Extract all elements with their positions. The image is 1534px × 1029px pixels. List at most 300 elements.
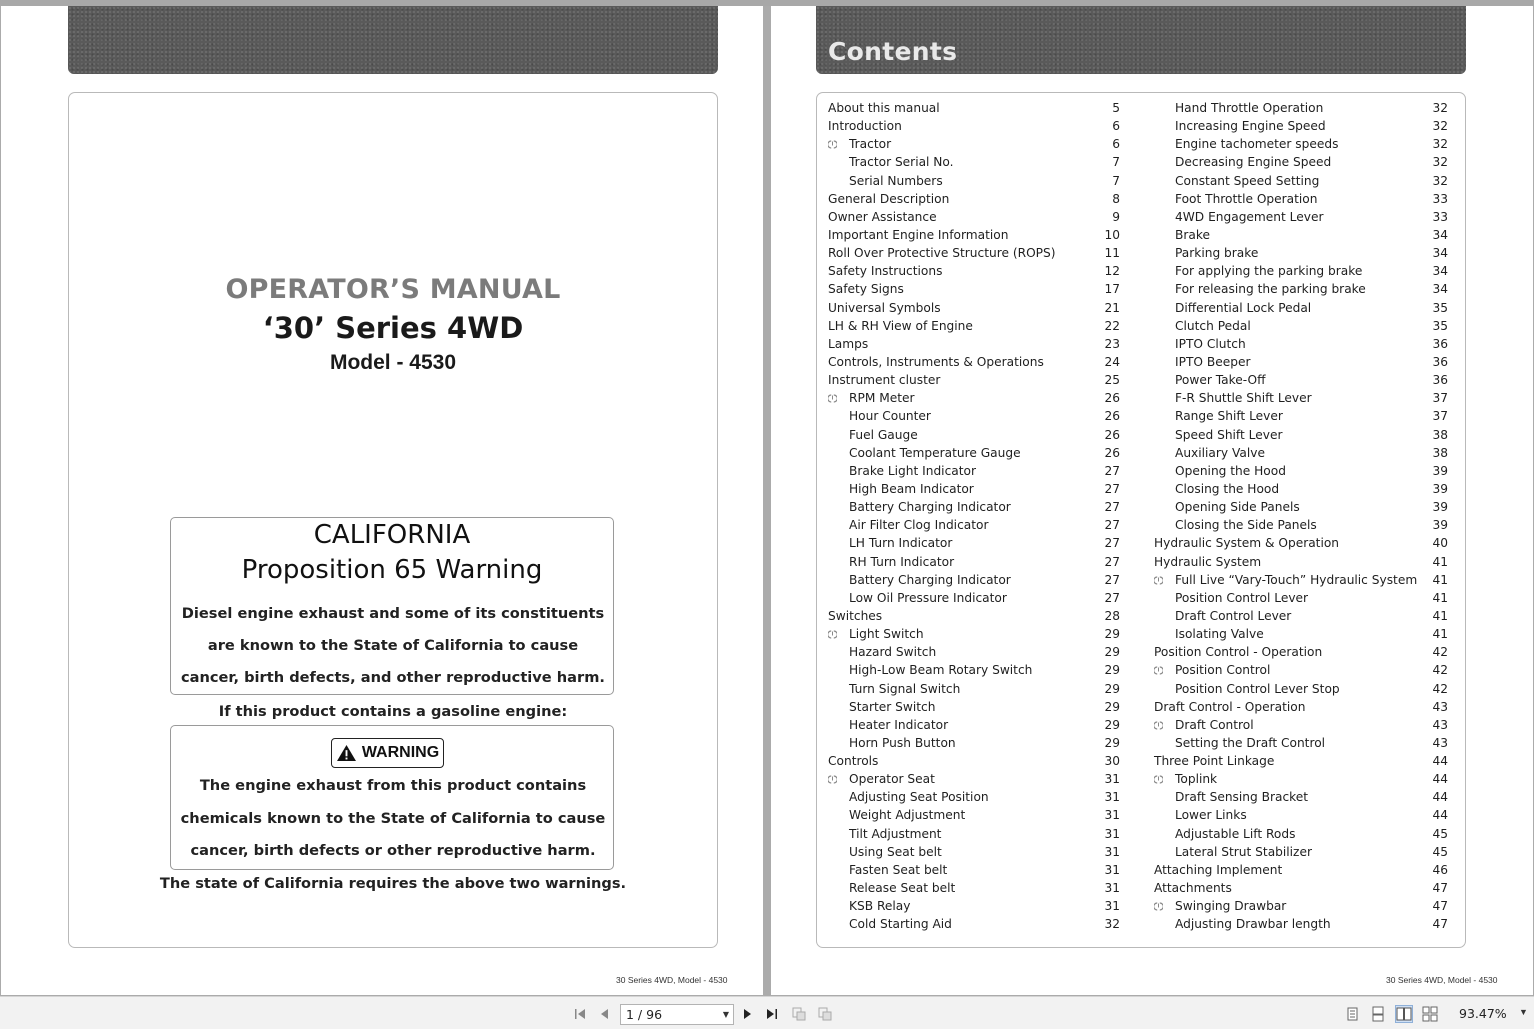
cover-frame (68, 92, 718, 948)
toc-entry-page: 35 (1432, 300, 1448, 315)
toc-entry-title: Instrument cluster (828, 373, 941, 388)
rotate-cw-button[interactable] (816, 1005, 834, 1023)
toc-entry-title: Position Control Lever (1175, 590, 1309, 605)
toc-entry[interactable] (828, 445, 1120, 463)
contents-title: Contents (828, 37, 958, 66)
first-page-button[interactable] (571, 1005, 589, 1023)
toc-entry-title: Adjusting Seat Position (849, 790, 989, 805)
toc-entry-page: 27 (1104, 463, 1120, 478)
toc-entry-page: 10 (1104, 227, 1120, 242)
toc-entry-page: 36 (1432, 336, 1448, 351)
toc-entry-page: 23 (1104, 336, 1120, 351)
toc-entry[interactable] (1154, 644, 1448, 662)
toc-entry-title: IPTO Beeper (1175, 354, 1251, 369)
pdf-page-right (771, 6, 1533, 995)
toc-entry-title: Heater Indicator (849, 717, 949, 732)
toc-entry-title: Clutch Pedal (1175, 318, 1251, 333)
toc-entry-page: 32 (1432, 137, 1448, 152)
toc-entry[interactable] (1154, 481, 1448, 499)
toc-entry-title: Tractor (849, 137, 892, 152)
toc-entry-title: Draft Control Lever (1175, 608, 1292, 623)
zoom-dropdown-icon[interactable]: ▼ (1519, 1007, 1528, 1017)
contents-banner (816, 6, 1466, 74)
toc-entry[interactable] (1154, 445, 1448, 463)
toc-entry[interactable] (828, 572, 1120, 590)
toc-entry[interactable] (1154, 898, 1448, 916)
toc-entry[interactable] (828, 318, 1120, 336)
toc-entry-page: 38 (1432, 445, 1448, 460)
continuous-view-button[interactable] (1369, 1005, 1387, 1023)
toc-entry[interactable] (828, 300, 1120, 318)
page-footer: 30 Series 4WD, Model - 4530 (1386, 975, 1498, 985)
toc-entry-title: Brake Light Indicator (849, 463, 976, 478)
toc-entry-page: 11 (1104, 246, 1120, 261)
toc-entry-title: Isolating Valve (1175, 627, 1264, 642)
toc-entry-title: IPTO Clutch (1175, 336, 1246, 351)
bookmark-expand-icon[interactable] (1154, 666, 1163, 675)
toc-entry-title: Switches (828, 608, 883, 623)
rotate-ccw-icon (791, 1006, 807, 1022)
toc-entry-page: 41 (1432, 590, 1448, 605)
toc-entry-title: Adjusting Drawbar length (1175, 917, 1331, 932)
toc-entry-page: 27 (1104, 518, 1120, 533)
toc-entry[interactable] (828, 862, 1120, 880)
viewer-toolbar (0, 996, 1534, 1029)
toc-entry-page: 34 (1432, 282, 1448, 297)
toc-entry[interactable] (828, 898, 1120, 916)
toc-entry[interactable] (828, 535, 1120, 553)
toc-entry[interactable] (1154, 100, 1448, 118)
toc-entry[interactable] (828, 154, 1120, 172)
toc-entry[interactable] (828, 644, 1120, 662)
toc-entry[interactable] (828, 735, 1120, 753)
toc-entry-title: Cold Starting Aid (849, 917, 952, 932)
toc-entry-title: Draft Control - Operation (1154, 699, 1306, 714)
toc-entry[interactable] (1154, 626, 1448, 644)
pdf-page-left (1, 6, 763, 995)
toc-entry-page: 12 (1104, 264, 1120, 279)
toc-entry[interactable] (828, 281, 1120, 299)
toc-entry[interactable] (828, 354, 1120, 372)
zoom-level[interactable]: 93.47% (1459, 1006, 1507, 1021)
toc-entry-title: Speed Shift Lever (1175, 427, 1283, 442)
page-footer: 30 Series 4WD, Model - 4530 (616, 975, 728, 985)
toc-entry-page: 31 (1104, 844, 1120, 859)
prop65-warning-box (170, 517, 614, 695)
toc-entry-page: 27 (1104, 500, 1120, 515)
toc-entry[interactable] (1154, 554, 1448, 572)
toc-entry-page: 32 (1104, 917, 1120, 932)
bookmark-expand-icon[interactable] (828, 630, 837, 639)
toc-entry[interactable] (828, 554, 1120, 572)
toc-entry[interactable] (1154, 807, 1448, 825)
diesel-warning-text: Diesel engine exhaust and some of its constituents are known to the State of California to cause cancer, birth defects, and other reproductive harm. (181, 605, 605, 686)
toc-entry[interactable] (828, 481, 1120, 499)
toc-entry[interactable] (1154, 826, 1448, 844)
toc-entry[interactable] (828, 608, 1120, 626)
toc-entry[interactable] (1154, 390, 1448, 408)
toc-entry[interactable] (828, 408, 1120, 426)
toc-entry-title: For applying the parking brake (1175, 264, 1363, 279)
toc-entry-title: Increasing Engine Speed (1175, 119, 1326, 134)
single-page-icon (1344, 1006, 1360, 1022)
toc-entry-title: Setting the Draft Control (1175, 735, 1326, 750)
toc-entry-page: 6 (1112, 137, 1120, 152)
continuous-icon (1370, 1006, 1386, 1022)
toc-entry[interactable] (1154, 862, 1448, 880)
toc-entry-page: 47 (1432, 899, 1448, 914)
toc-entry[interactable] (1154, 154, 1448, 172)
toc-column-2 (1154, 100, 1448, 934)
toc-entry[interactable] (828, 717, 1120, 735)
toc-entry[interactable] (828, 807, 1120, 825)
toc-entry-page: 29 (1104, 645, 1120, 660)
toc-entry-page: 27 (1104, 572, 1120, 587)
toc-entry-page: 29 (1104, 681, 1120, 696)
toc-entry-page: 41 (1432, 627, 1448, 642)
toc-entry-page: 8 (1112, 191, 1120, 206)
toc-entry-page: 46 (1432, 862, 1448, 877)
toc-entry-title: Tractor Serial No. (849, 155, 954, 170)
toc-entry-page: 9 (1112, 209, 1120, 224)
toc-entry-title: LH Turn Indicator (849, 536, 953, 551)
toc-entry-title: Controls, Instruments & Operations (828, 354, 1044, 369)
toc-entry[interactable] (828, 463, 1120, 481)
toc-entry[interactable] (828, 789, 1120, 807)
toc-entry-page: 7 (1112, 155, 1120, 170)
toc-entry-title: Controls (828, 754, 879, 769)
toc-entry-page: 30 (1104, 754, 1120, 769)
toc-entry[interactable] (828, 173, 1120, 191)
toc-entry-title: Low Oil Pressure Indicator (849, 590, 1007, 605)
toc-entry-page: 26 (1104, 391, 1120, 406)
toc-entry[interactable] (1154, 281, 1448, 299)
document-viewer[interactable] (0, 6, 1534, 996)
toc-entry-title: Safety Instructions (828, 264, 943, 279)
final-note: The state of California requires the above two warnings. (159, 875, 627, 892)
toc-entry-title: High Beam Indicator (849, 481, 974, 496)
bookmark-expand-icon[interactable] (1154, 721, 1163, 730)
toc-entry[interactable] (828, 590, 1120, 608)
toc-entry-page: 34 (1432, 264, 1448, 279)
toc-entry-title: Closing the Side Panels (1175, 518, 1317, 533)
toc-entry-title: Position Control (1175, 663, 1271, 678)
toc-entry[interactable] (828, 771, 1120, 789)
toc-entry[interactable] (1154, 517, 1448, 535)
toc-entry[interactable] (828, 263, 1120, 281)
toc-entry-title: Swinging Drawbar (1175, 899, 1287, 914)
first-page-icon (572, 1006, 588, 1022)
toc-entry[interactable] (1154, 372, 1448, 390)
toc-entry-title: Weight Adjustment (849, 808, 966, 823)
toc-entry[interactable] (1154, 499, 1448, 517)
prev-page-button[interactable] (596, 1005, 614, 1023)
toc-entry-page: 37 (1432, 391, 1448, 406)
two-page-continuous-button[interactable] (1421, 1005, 1439, 1023)
toc-entry[interactable] (828, 245, 1120, 263)
warning-label: WARNING (361, 744, 440, 761)
toc-entry-page: 34 (1432, 246, 1448, 261)
toc-entry-title: Toplink (1175, 772, 1218, 787)
toc-entry[interactable] (1154, 300, 1448, 318)
bookmark-expand-icon[interactable] (828, 140, 837, 149)
toc-entry-title: Serial Numbers (849, 173, 943, 188)
toc-entry-title: LH & RH View of Engine (828, 318, 973, 333)
toc-entry[interactable] (1154, 318, 1448, 336)
toc-entry-page: 42 (1432, 681, 1448, 696)
toc-entry[interactable] (828, 100, 1120, 118)
page-header-banner (68, 6, 718, 74)
toc-entry-title: General Description (828, 191, 950, 206)
toc-entry-page: 31 (1104, 790, 1120, 805)
toc-entry[interactable] (828, 517, 1120, 535)
page-indicator: 1 / 96 (626, 1007, 663, 1022)
toc-entry[interactable] (1154, 916, 1448, 934)
toc-entry[interactable] (1154, 771, 1448, 789)
toc-entry[interactable] (1154, 209, 1448, 227)
toc-entry-title: Fuel Gauge (849, 427, 918, 442)
toc-entry[interactable] (1154, 463, 1448, 481)
toc-entry-page: 24 (1104, 354, 1120, 369)
toc-entry-title: Lower Links (1175, 808, 1247, 823)
toc-entry-page: 31 (1104, 862, 1120, 877)
series-title: ‘30’ Series 4WD (262, 311, 524, 345)
toc-entry-page: 44 (1432, 754, 1448, 769)
toc-entry-page: 31 (1104, 826, 1120, 841)
toc-entry-title: Air Filter Clog Indicator (849, 518, 989, 533)
bookmark-expand-icon[interactable] (1154, 775, 1163, 784)
toc-entry-page: 32 (1432, 101, 1448, 115)
toc-entry-page: 22 (1104, 318, 1120, 333)
toc-entry[interactable] (828, 499, 1120, 517)
toc-entry-page: 40 (1432, 536, 1448, 551)
toc-entry[interactable] (828, 681, 1120, 699)
toc-entry[interactable] (1154, 427, 1448, 445)
toc-entry-page: 32 (1432, 119, 1448, 134)
toc-entry[interactable] (1154, 590, 1448, 608)
toc-entry-title: Hour Counter (849, 409, 931, 424)
toc-entry[interactable] (828, 390, 1120, 408)
gasoline-warning-box (170, 725, 614, 870)
toc-entry-page: 42 (1432, 663, 1448, 678)
toc-entry-page: 31 (1104, 772, 1120, 787)
gasoline-warning-text: The engine exhaust from this product contains chemicals known to the State of California to cause cancer, birth defects or other reproductive harm. (180, 777, 606, 859)
toc-entry-title: Three Point Linkage (1154, 754, 1275, 769)
toc-entry-title: Hazard Switch (849, 645, 937, 660)
toc-entry[interactable] (828, 844, 1120, 862)
toc-entry-title: Constant Speed Setting (1175, 173, 1320, 188)
toc-entry-title: Foot Throttle Operation (1175, 191, 1318, 206)
toc-entry-title: Important Engine Information (828, 227, 1009, 242)
toc-entry-title: High-Low Beam Rotary Switch (849, 663, 1033, 678)
toc-entry-page: 35 (1432, 318, 1448, 333)
rotate-cw-icon (817, 1006, 833, 1022)
toc-entry-title: Full Live “Vary-Touch” Hydraulic System (1175, 572, 1418, 587)
toc-entry-page: 29 (1104, 663, 1120, 678)
rotate-ccw-button[interactable] (790, 1005, 808, 1023)
toc-entry[interactable] (828, 662, 1120, 680)
toc-entry[interactable] (1154, 336, 1448, 354)
toc-entry-page: 28 (1104, 608, 1120, 623)
toc-entry[interactable] (828, 626, 1120, 644)
toc-entry-page: 17 (1104, 282, 1120, 297)
toc-entry[interactable] (1154, 354, 1448, 372)
toc-entry-page: 33 (1432, 191, 1448, 206)
toc-entry[interactable] (1154, 753, 1448, 771)
toc-entry[interactable] (1154, 844, 1448, 862)
toc-entry[interactable] (828, 916, 1120, 934)
bookmark-expand-icon[interactable] (828, 775, 837, 784)
toc-entry[interactable] (828, 209, 1120, 227)
toc-entry[interactable] (1154, 136, 1448, 154)
toc-entry-page: 36 (1432, 354, 1448, 369)
toc-entry-title: Differential Lock Pedal (1175, 300, 1312, 315)
toc-entry[interactable] (828, 826, 1120, 844)
next-page-button[interactable] (738, 1005, 756, 1023)
toc-entry[interactable] (1154, 572, 1448, 590)
toc-entry-title: Lateral Strut Stabilizer (1175, 844, 1312, 859)
bookmark-expand-icon[interactable] (1154, 576, 1163, 585)
toc-entry-title: Lamps (828, 336, 869, 351)
toc-entry-title: Brake (1175, 227, 1210, 242)
page-number-select[interactable] (620, 1004, 734, 1025)
toc-entry-page: 38 (1432, 427, 1448, 442)
toc-entry[interactable] (1154, 681, 1448, 699)
toc-entry-page: 25 (1104, 373, 1120, 388)
toc-entry-page: 44 (1432, 808, 1448, 823)
toc-entry-page: 7 (1112, 173, 1120, 188)
toc-entry-title: Roll Over Protective Structure (ROPS) (828, 246, 1056, 261)
toc-entry-page: 39 (1432, 518, 1448, 533)
toc-entry[interactable] (1154, 717, 1448, 735)
prev-page-icon (597, 1006, 613, 1022)
toc-entry[interactable] (1154, 263, 1448, 281)
toc-entry-title: Operator Seat (849, 772, 935, 787)
toc-entry-page: 29 (1104, 627, 1120, 642)
toc-entry[interactable] (1154, 173, 1448, 191)
toc-entry-page: 43 (1432, 717, 1448, 732)
next-page-icon (739, 1006, 755, 1022)
toc-entry-page: 39 (1432, 481, 1448, 496)
toc-entry[interactable] (828, 227, 1120, 245)
toc-entry-title: Owner Assistance (828, 209, 937, 224)
toc-entry-title: Adjustable Lift Rods (1175, 826, 1296, 841)
toc-entry[interactable] (828, 336, 1120, 354)
toc-entry-title: Tilt Adjustment (849, 826, 942, 841)
toc-entry-page: 45 (1432, 826, 1448, 841)
toc-entry-page: 44 (1432, 790, 1448, 805)
toc-entry-title: Introduction (828, 119, 902, 134)
toc-entry-page: 43 (1432, 735, 1448, 750)
toc-entry-title: Attachments (1154, 881, 1232, 896)
toc-entry[interactable] (828, 372, 1120, 390)
toc-entry-title: About this manual (828, 101, 940, 115)
toc-entry-page: 26 (1104, 445, 1120, 460)
single-page-view-button[interactable] (1343, 1005, 1361, 1023)
chevron-down-icon: ▼ (722, 1010, 729, 1019)
toc-entry-page: 44 (1432, 772, 1448, 787)
toc-entry[interactable] (828, 880, 1120, 898)
toc-entry[interactable] (1154, 662, 1448, 680)
toc-entry-page: 39 (1432, 463, 1448, 478)
gasoline-intro: If this product contains a gasoline engine: (218, 703, 568, 720)
toc-entry[interactable] (1154, 408, 1448, 426)
toc-entry[interactable] (1154, 535, 1448, 553)
toc-entry-page: 27 (1104, 554, 1120, 569)
toc-entry-page: 43 (1432, 699, 1448, 714)
last-page-icon (764, 1006, 780, 1022)
toc-entry-title: Turn Signal Switch (849, 681, 961, 696)
toc-entry[interactable] (1154, 735, 1448, 753)
toc-entry-page: 32 (1432, 173, 1448, 188)
toc-entry[interactable] (828, 136, 1120, 154)
toc-entry-page: 26 (1104, 409, 1120, 424)
bookmark-expand-icon[interactable] (828, 394, 837, 403)
model-title: Model - 4530 (329, 351, 457, 374)
toc-entry[interactable] (1154, 608, 1448, 626)
toc-entry-title: Battery Charging Indicator (849, 572, 1011, 587)
toc-entry-page: 47 (1432, 881, 1448, 896)
california-heading: CALIFORNIA (313, 520, 471, 550)
warning-triangle-icon (336, 744, 357, 762)
toc-entry-page: 27 (1104, 481, 1120, 496)
toc-entry-title: Draft Sensing Bracket (1175, 790, 1309, 805)
toc-column-1 (828, 100, 1120, 934)
toc-entry[interactable] (828, 427, 1120, 445)
toc-entry-title: 4WD Engagement Lever (1175, 209, 1324, 224)
toc-entry-title: F-R Shuttle Shift Lever (1175, 391, 1312, 406)
toc-entry[interactable] (828, 118, 1120, 136)
two-page-view-button[interactable] (1395, 1005, 1413, 1023)
last-page-button[interactable] (763, 1005, 781, 1023)
manual-title: OPERATOR’S MANUAL (225, 274, 561, 305)
toc-entry-title: Parking brake (1175, 246, 1259, 261)
toc-entry-title: Opening the Hood (1175, 463, 1286, 478)
toc-entry-page: 37 (1432, 409, 1448, 424)
toc-entry-page: 47 (1432, 917, 1448, 932)
toc-entry-title: Closing the Hood (1175, 481, 1280, 496)
toc-entry-page: 6 (1112, 119, 1120, 134)
toc-entry[interactable] (1154, 191, 1448, 209)
toc-entry-title: Battery Charging Indicator (849, 500, 1011, 515)
toc-entry-title: Position Control Lever Stop (1175, 681, 1340, 696)
toc-entry[interactable] (1154, 227, 1448, 245)
toc-entry-title: Hand Throttle Operation (1175, 101, 1324, 115)
toc-entry-page: 34 (1432, 227, 1448, 242)
toc-entry[interactable] (828, 191, 1120, 209)
toc-entry-title: Engine tachometer speeds (1175, 137, 1339, 152)
toc-entry-page: 39 (1432, 500, 1448, 515)
toc-entry-title: Attaching Implement (1154, 862, 1283, 877)
toc-entry[interactable] (1154, 245, 1448, 263)
toc-entry[interactable] (1154, 880, 1448, 898)
toc-entry-page: 32 (1432, 155, 1448, 170)
toc-entry-title: Range Shift Lever (1175, 409, 1283, 424)
toc-entry[interactable] (1154, 118, 1448, 136)
toc-entry[interactable] (828, 699, 1120, 717)
toc-entry-title: For releasing the parking brake (1175, 282, 1366, 297)
toc-entry[interactable] (1154, 789, 1448, 807)
toc-entry-page: 26 (1104, 427, 1120, 442)
toc-entry[interactable] (1154, 699, 1448, 717)
toc-entry-page: 31 (1104, 808, 1120, 823)
toc-entry-page: 5 (1112, 101, 1120, 115)
toc-entry-page: 27 (1104, 536, 1120, 551)
toc-entry-title: RPM Meter (849, 391, 915, 406)
toc-entry[interactable] (828, 753, 1120, 771)
bookmark-expand-icon[interactable] (1154, 902, 1163, 911)
toc-entry-title: Release Seat belt (849, 881, 956, 896)
